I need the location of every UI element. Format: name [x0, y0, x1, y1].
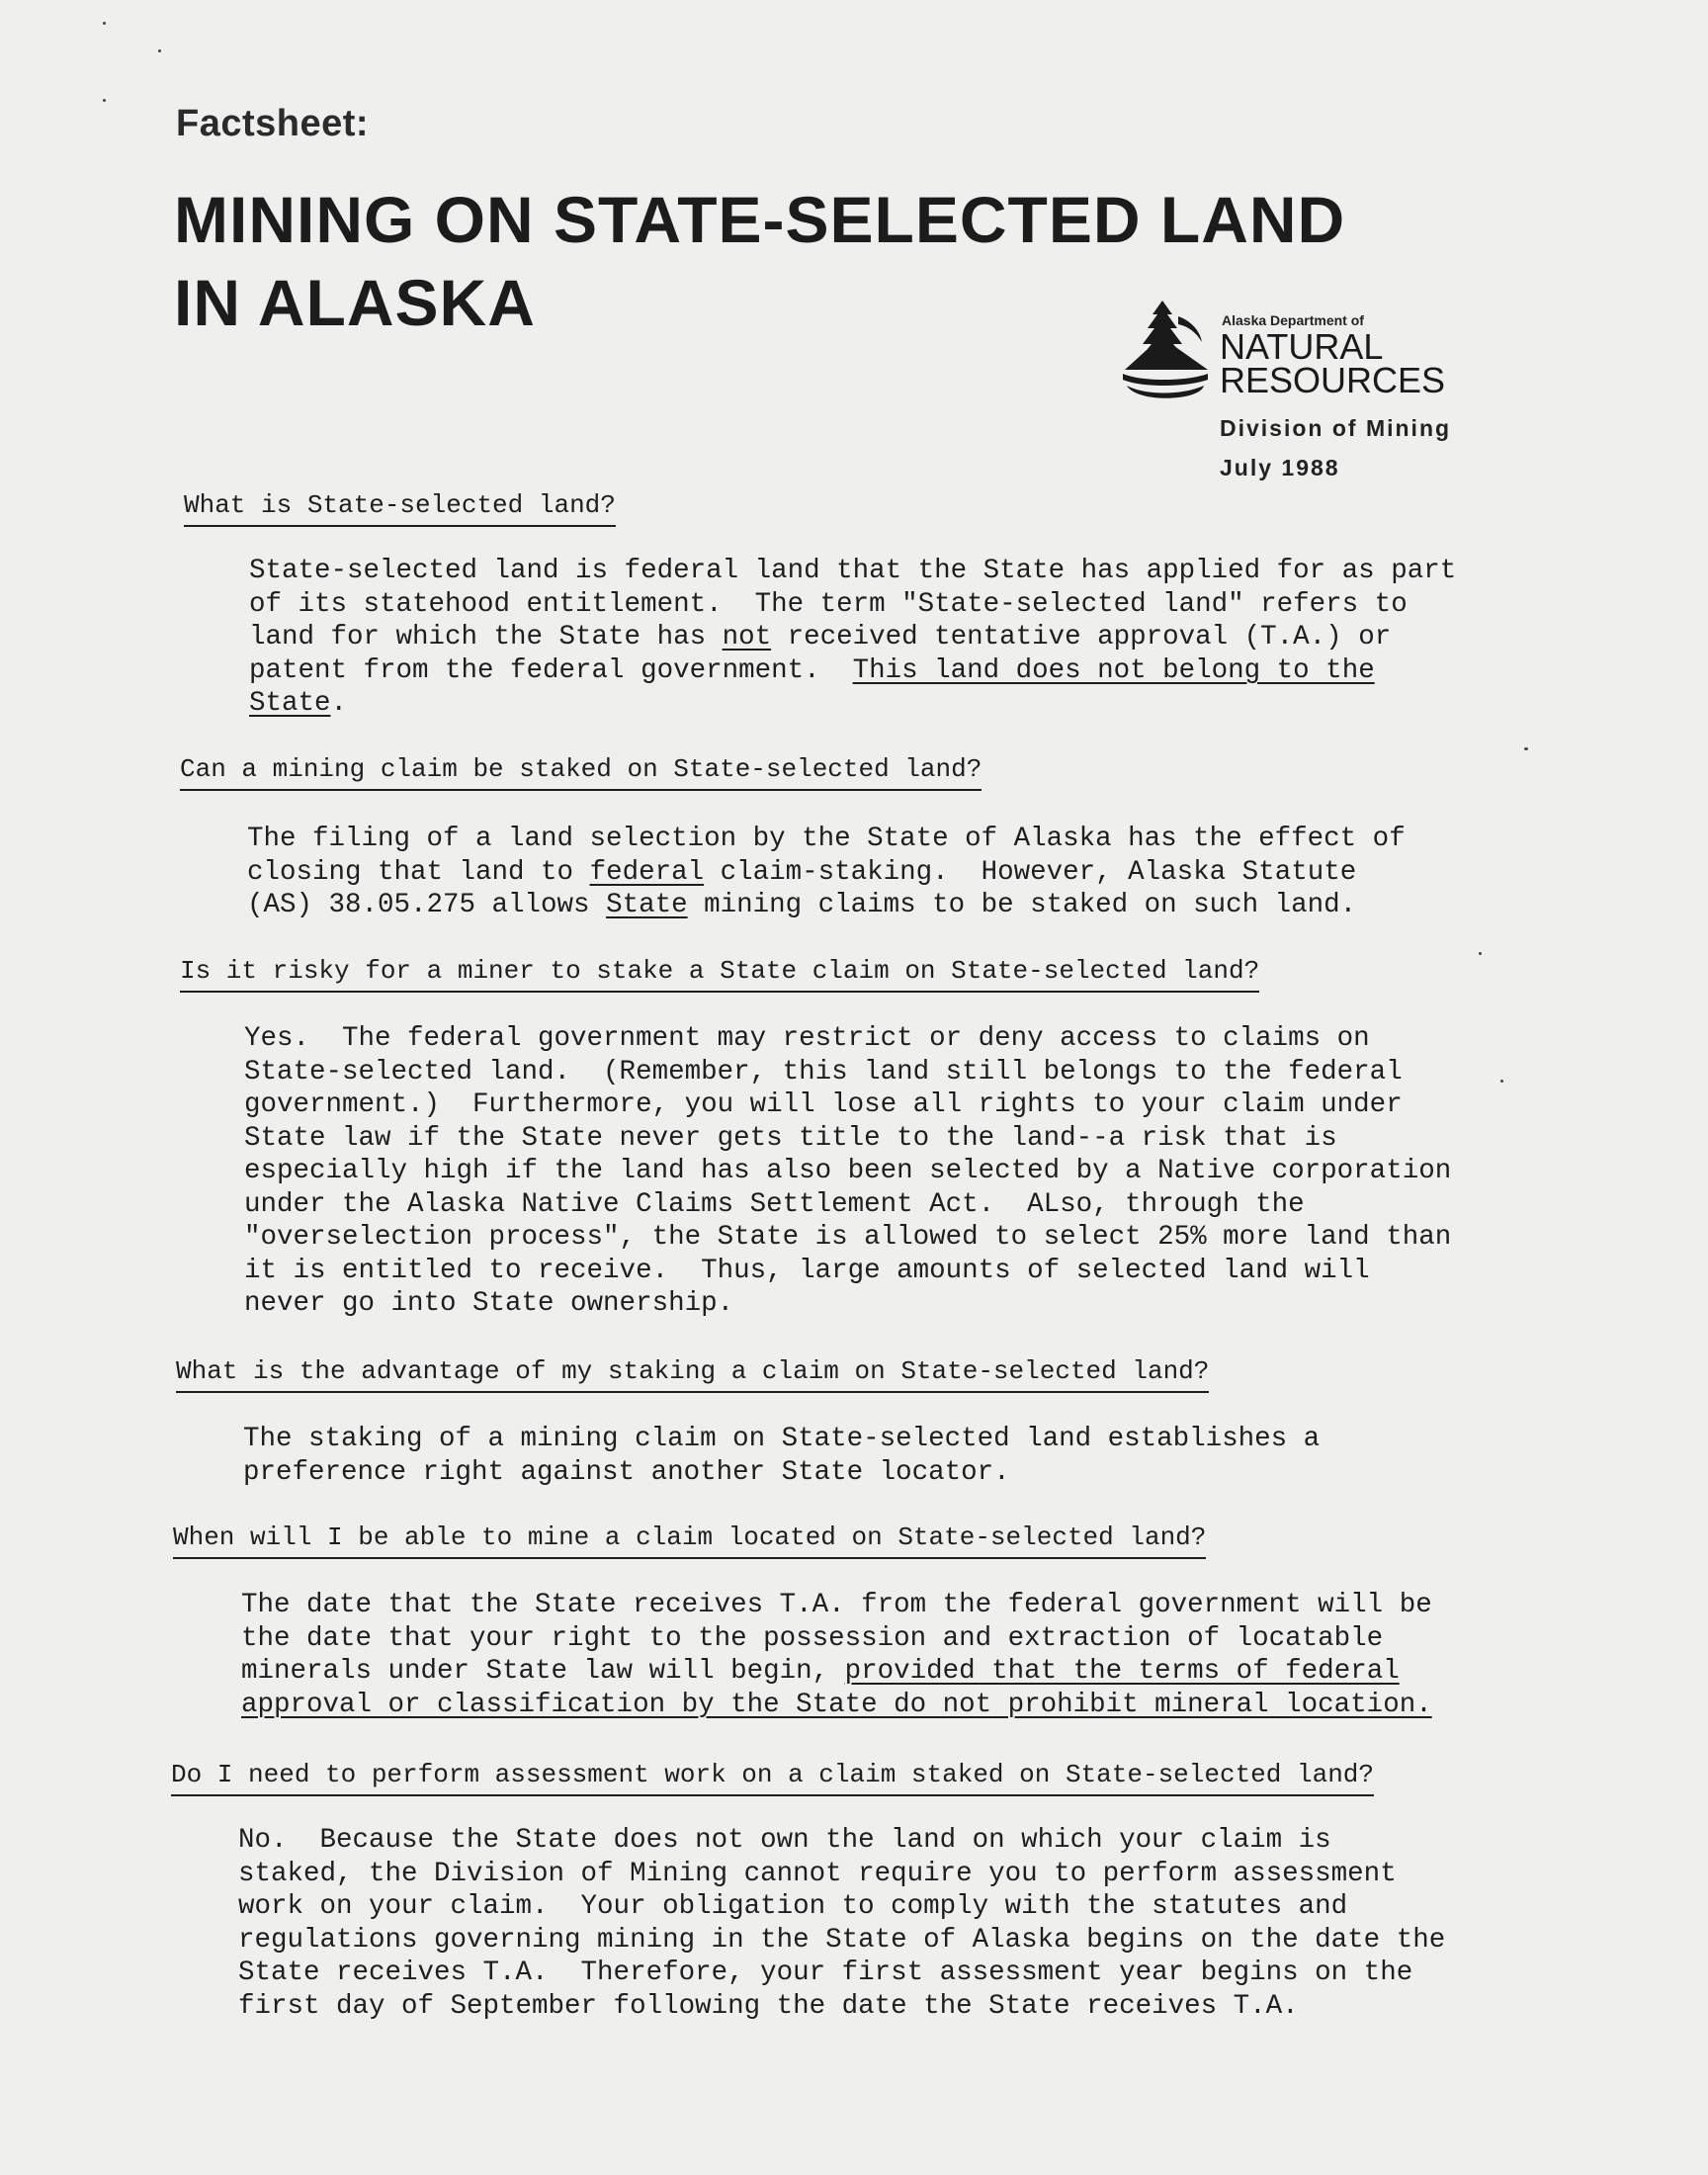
answer-text: mining claims to be staked on such land.: [687, 890, 1357, 920]
scan-speck: [1479, 952, 1482, 955]
underlined-text: federal: [589, 856, 705, 888]
answer-text: No. Because the State does not own the land on which your claim is: [238, 1825, 1331, 1856]
answer-paragraph: [244, 1022, 1451, 1321]
answer-text: preference right against another State locator.: [243, 1456, 1010, 1488]
answer-text: The filing of a land selection by the State of Alaska has the effect of: [247, 824, 1406, 854]
department-label: Alaska Department of: [1222, 312, 1364, 328]
answer-text: "overselection process", the State is allowed to select 25% more land than: [244, 1222, 1452, 1253]
underlined-text: State: [606, 890, 688, 920]
title-line-1: MINING ON STATE-SELECTED LAND: [174, 183, 1346, 256]
answer-text: claim-staking. However, Alaska Statute: [704, 856, 1357, 888]
question-heading: What is the advantage of my staking a claim on State-selected land?: [176, 1354, 1209, 1393]
answer-text: received tentative approval (T.A.) or: [771, 622, 1392, 652]
answer-paragraph: [247, 823, 1406, 922]
underlined-text: provided that the terms of federal: [844, 1656, 1400, 1687]
answer-text: the date that your right to the possession and extraction of locatable: [241, 1622, 1384, 1654]
answer-text: work on your claim. Your obligation to comply with the statutes and: [238, 1891, 1348, 1922]
scan-speck: [1500, 1080, 1503, 1083]
question-heading: Is it risky for a miner to stake a State claim on State-selected land?: [180, 954, 1259, 993]
question-heading: What is State-selected land?: [184, 488, 616, 527]
answer-text: first day of September following the date the State receives T.A.: [238, 1990, 1299, 2022]
factsheet-label: Factsheet:: [176, 103, 370, 144]
underlined-text: This land does not belong to the: [852, 654, 1375, 686]
answer-text: State law if the State never gets title to the land--a risk that is: [244, 1122, 1337, 1154]
scan-speck: [103, 22, 106, 25]
answer-paragraph: [243, 1423, 1320, 1489]
question-heading: Can a mining claim be staked on State-selected land?: [180, 752, 982, 791]
publication-date: July 1988: [1220, 455, 1340, 480]
underlined-text: approval or classification by the State do not prohibit mineral location.: [241, 1689, 1432, 1720]
answer-text: regulations governing mining in the State of Alaska begins on the date the: [238, 1924, 1446, 1956]
question-heading: When will I be able to mine a claim located on State-selected land?: [173, 1521, 1206, 1559]
underlined-text: State: [249, 688, 331, 719]
answer-text: especially high if the land has also been selected by a Native corporation: [244, 1156, 1452, 1186]
answer-text: patent from the federal government.: [249, 654, 853, 686]
answer-text: Yes. The federal government may restrict or deny access to claims on: [244, 1023, 1370, 1054]
answer-text: The staking of a mining claim on State-selected land establishes a: [243, 1424, 1321, 1454]
division-label: Division of Mining: [1220, 415, 1452, 441]
dnr-tree-mountain-logo-icon: [1117, 297, 1212, 407]
answer-text: .: [330, 688, 348, 719]
answer-text: land for which the State has: [249, 622, 723, 652]
answer-text: closing that land to: [247, 856, 590, 888]
answer-paragraph: [249, 555, 1456, 721]
answer-text: The date that the State receives T.A. from the federal government will be: [241, 1590, 1432, 1620]
answer-text: never go into State ownership.: [244, 1288, 734, 1319]
answer-text: State-selected land. (Remember, this land still belongs to the federal: [244, 1056, 1403, 1088]
answer-text: minerals under State law will begin,: [241, 1656, 845, 1687]
answer-paragraph: [241, 1589, 1432, 1721]
answer-text: staked, the Division of Mining cannot require you to perform assessment: [238, 1858, 1397, 1889]
question-heading: Do I need to perform assessment work on a claim staked on State-selected land?: [171, 1758, 1374, 1796]
answer-paragraph: [238, 1824, 1445, 2023]
answer-text: government.) Furthermore, you will lose all rights to your claim under: [244, 1089, 1403, 1120]
scan-speck: [103, 99, 106, 102]
answer-text: State receives T.A. Therefore, your first assessment year begins on the: [238, 1958, 1413, 1988]
answer-text: under the Alaska Native Claims Settlement Act. ALso, through the: [244, 1188, 1305, 1220]
scan-speck: [158, 49, 161, 52]
answer-text: it is entitled to receive. Thus, large amounts of selected land will: [244, 1255, 1370, 1286]
answer-text: (AS) 38.05.275 allows: [247, 890, 607, 920]
department-name: NATURAL RESOURCES: [1220, 326, 1446, 400]
title-line-2: IN ALASKA: [174, 266, 536, 339]
underlined-text: not: [722, 622, 772, 652]
scan-speck: [1524, 747, 1528, 750]
answer-text: State-selected land is federal land that the State has applied for as part: [249, 556, 1457, 586]
answer-text: of its statehood entitlement. The term "State-selected land" refers to: [249, 588, 1408, 620]
